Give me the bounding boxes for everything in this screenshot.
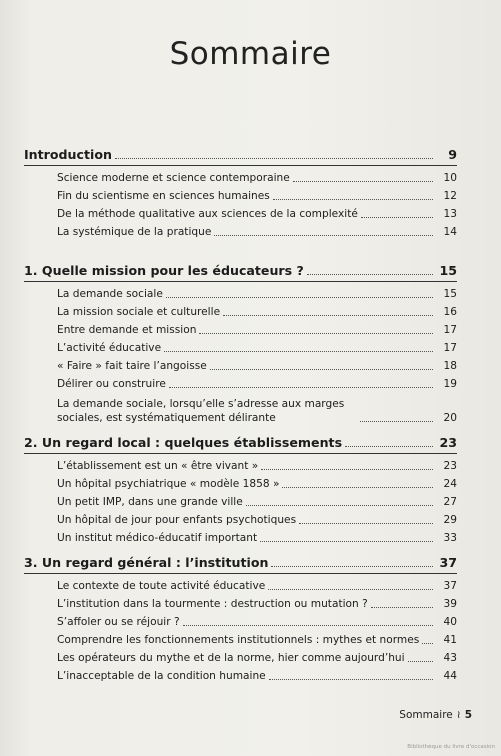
entry-title: Entre demande et mission (57, 324, 197, 336)
leader-dots (164, 351, 433, 352)
entry-title: La demande sociale (57, 288, 163, 300)
toc-entry (57, 359, 457, 373)
toc-entry (57, 579, 457, 593)
entry-title: Fin du scientisme en sciences humaines (57, 190, 270, 202)
page-number: 17 (443, 342, 457, 354)
leader-dots (210, 369, 433, 370)
leader-dots (371, 607, 433, 608)
chapter-rule (24, 165, 457, 166)
leader-dots (293, 181, 433, 182)
entry-title: Un institut médico-éducatif important (57, 532, 258, 544)
toc-entry (57, 189, 457, 203)
leader-dots (214, 235, 433, 236)
page-number: 43 (443, 652, 457, 664)
toc-entry (57, 305, 457, 319)
entry-title: La demande sociale, lorsqu’elle s’adresse aux marges sociales, est systématiquement délirante (57, 398, 345, 424)
toc-entry (57, 341, 457, 355)
toc-entry (57, 651, 457, 665)
page-number: 13 (443, 208, 457, 220)
page-number: 23 (439, 435, 457, 450)
toc-entry (57, 459, 457, 473)
page-number: 44 (443, 670, 457, 682)
chapter-rule (24, 281, 457, 282)
page-number: 27 (443, 496, 457, 508)
entry-title: De la méthode qualitative aux sciences de la complexité (57, 208, 358, 220)
leader-dots (271, 566, 433, 567)
toc-entry (57, 207, 457, 221)
leader-dots (115, 158, 433, 159)
page-number: 18 (443, 360, 457, 372)
chapter-rule (24, 453, 457, 454)
page-number: 19 (443, 378, 457, 390)
entry-title: Un petit IMP, dans une grande ville (57, 496, 243, 508)
toc-entry (57, 615, 457, 629)
leader-dots (360, 421, 433, 422)
page-number: 14 (443, 226, 457, 238)
toc-entry (57, 225, 457, 239)
entry-title: Comprendre les fonctionnements institutionnels : mythes et normes (57, 634, 420, 646)
toc-entry (57, 513, 457, 527)
toc-entry-multiline (57, 397, 457, 425)
chapter-title: 3. Un regard général : l’institution (24, 555, 269, 570)
entry-title: Délirer ou construire (57, 378, 166, 390)
chapter-rule (24, 573, 457, 574)
footer-separator: ≀ (456, 709, 461, 721)
toc-chapter-introduction (24, 148, 457, 162)
page-number: 23 (443, 460, 457, 472)
leader-dots (307, 274, 433, 275)
leader-dots (422, 643, 433, 644)
entry-title: Le contexte de toute activité éducative (57, 580, 266, 592)
footer-page-number: 5 (464, 709, 472, 721)
leader-dots (199, 333, 433, 334)
page-number: 15 (439, 263, 457, 278)
page-number: 9 (448, 147, 457, 162)
toc-entry (57, 633, 457, 647)
watermark: Bibliothèque du livre d'occasion (407, 744, 495, 750)
page-number: 37 (443, 580, 457, 592)
leader-dots (261, 469, 433, 470)
page-number: 39 (443, 598, 457, 610)
toc-entry (57, 477, 457, 491)
leader-dots (273, 199, 433, 200)
footer-label: Sommaire (399, 709, 453, 721)
leader-dots (223, 315, 433, 316)
toc-entry (57, 669, 457, 683)
page-number: 15 (443, 288, 457, 300)
leader-dots (183, 625, 433, 626)
page-number: 12 (443, 190, 457, 202)
page-number: 24 (443, 478, 457, 490)
page-number: 17 (443, 324, 457, 336)
page-footer (399, 709, 472, 721)
page-number: 10 (443, 172, 457, 184)
leader-dots (361, 217, 433, 218)
toc-entry (57, 377, 457, 391)
toc-chapter-1 (24, 264, 457, 278)
toc-entry (57, 287, 457, 301)
entry-title: Un hôpital de jour pour enfants psychotiques (57, 514, 297, 526)
chapter-title: 1. Quelle mission pour les éducateurs ? (24, 263, 304, 278)
entry-title: Un hôpital psychiatrique « modèle 1858 » (57, 478, 280, 490)
leader-dots (345, 446, 433, 447)
page-number: 16 (443, 306, 457, 318)
leader-dots (408, 661, 433, 662)
leader-dots (260, 541, 433, 542)
leader-dots (246, 505, 433, 506)
entry-title: S’affoler ou se réjouir ? (57, 616, 180, 628)
page-title: Sommaire (169, 36, 332, 72)
page-number: 40 (443, 616, 457, 628)
entry-title: La systémique de la pratique (57, 226, 212, 238)
page-number: 37 (439, 555, 457, 570)
entry-title: « Faire » fait taire l’angoisse (57, 360, 207, 372)
toc-entry (57, 495, 457, 509)
entry-title: La mission sociale et culturelle (57, 306, 221, 318)
entry-title: L’activité éducative (57, 342, 162, 354)
entry-title: L’inacceptable de la condition humaine (57, 670, 266, 682)
entry-title: L’établissement est un « être vivant » (57, 460, 259, 472)
toc-entry (57, 597, 457, 611)
chapter-title: Introduction (24, 147, 112, 162)
toc-entry (57, 531, 457, 545)
leader-dots (282, 487, 433, 488)
leader-dots (269, 679, 433, 680)
entry-title: Les opérateurs du mythe et de la norme, hier comme aujourd’hui (57, 652, 405, 664)
entry-title: L’institution dans la tourmente : destruction ou mutation ? (57, 598, 368, 610)
toc-chapter-3 (24, 556, 457, 570)
toc-entry (57, 171, 457, 185)
page-number: 20 (443, 412, 457, 424)
page-number: 29 (443, 514, 457, 526)
toc-chapter-2 (24, 436, 457, 450)
entry-title: Science moderne et science contemporaine (57, 172, 290, 184)
leader-dots (268, 589, 433, 590)
leader-dots (169, 387, 433, 388)
page-number: 33 (443, 532, 457, 544)
chapter-title: 2. Un regard local : quelques établissements (24, 435, 343, 450)
toc-entry (57, 323, 457, 337)
page-number: 41 (443, 634, 457, 646)
leader-dots (299, 523, 433, 524)
leader-dots (166, 297, 433, 298)
